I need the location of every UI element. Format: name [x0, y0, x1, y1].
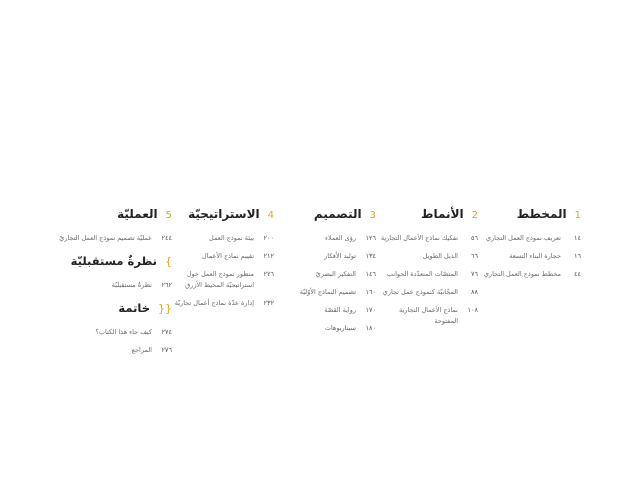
page-number: ١٠٨ — [467, 306, 478, 314]
chapter-patterns — [378, 207, 478, 334]
chapter-title: المخطط — [516, 207, 567, 221]
entry-title: التفكير البصريّ — [315, 270, 356, 278]
page-number: ٢٧٤ — [161, 328, 172, 336]
conclusion-symbol: {{ — [158, 302, 172, 315]
entry-title: إدارة عدّة نماذج أعمال تجاريّة — [174, 299, 254, 307]
page-number: ٢٦٢ — [161, 281, 172, 289]
entry-title: منظور نموذج العمل حول استراتيجيّة المحيط الأزرق — [185, 270, 254, 289]
chapter-process — [54, 207, 172, 363]
entry-title: تعريف نموذج العمل التجاري — [485, 234, 561, 242]
conclusion-heading — [54, 301, 172, 315]
page-number: ١٣٤ — [365, 252, 376, 260]
toc-entry[interactable] — [172, 233, 274, 244]
toc-entry[interactable] — [172, 269, 274, 291]
chapter-number: 1 — [574, 210, 581, 221]
entry-title: الذيل الطويل — [422, 252, 458, 260]
chapter-canvas — [481, 207, 581, 287]
outlook-symbol: } — [165, 255, 172, 268]
toc-entry[interactable] — [276, 251, 376, 262]
toc-entry[interactable] — [276, 233, 376, 244]
entry-title: سيناريوهات — [324, 324, 356, 332]
toc-entry[interactable] — [54, 345, 172, 356]
toc-entry[interactable] — [378, 287, 478, 298]
chapter-number: 2 — [471, 210, 478, 221]
chapter-heading — [54, 207, 172, 221]
entry-title: حجارة البناء التسعة — [509, 252, 561, 260]
entry-title: المنصّات المتعدّدة الجوانب — [386, 270, 458, 278]
toc-entry[interactable] — [54, 233, 172, 244]
page-number: ٢٣٢ — [263, 299, 274, 307]
chapter-heading — [378, 207, 478, 221]
page-number: ٢٠٠ — [263, 234, 274, 242]
chapter-number: 5 — [165, 210, 172, 221]
page-number: ٢٤٤ — [161, 234, 172, 242]
chapter-title: الاستراتيجيّة — [188, 207, 260, 221]
toc-entry[interactable] — [172, 298, 274, 309]
toc-entry[interactable] — [481, 233, 581, 244]
entry-title: المراجع — [131, 346, 152, 354]
toc-entry[interactable] — [172, 251, 274, 262]
entry-title: رؤى العملاء — [324, 234, 356, 242]
toc-entry[interactable] — [378, 251, 478, 262]
page-number: ١٢٦ — [365, 234, 376, 242]
toc-entry[interactable] — [276, 287, 376, 298]
entry-title: بيئة نموذج العمل — [209, 234, 254, 242]
page-number: ٧٦ — [471, 270, 478, 278]
toc-entry[interactable] — [481, 269, 581, 280]
chapter-design — [276, 207, 376, 341]
outlook-heading — [54, 254, 172, 268]
chapter-title: العمليّة — [117, 207, 158, 221]
conclusion-title: خاتمة — [118, 301, 150, 315]
entry-title: المجّانيّة كنموذج عمل تجاري — [382, 288, 458, 296]
entry-title: عمليّة تصميم نموذج العمل التجاريّ — [59, 234, 152, 242]
page-number: ٢٧٦ — [161, 346, 172, 354]
toc-entry[interactable] — [54, 280, 172, 291]
page-number: ٢٢٦ — [263, 270, 274, 278]
chapter-title: التصميم — [313, 207, 362, 221]
page-number: ٢١٢ — [263, 252, 274, 260]
page-number: ٨٨ — [471, 288, 478, 296]
toc-entry[interactable] — [54, 327, 172, 338]
toc-entry[interactable] — [481, 251, 581, 262]
page-number: ١٦ — [574, 252, 581, 260]
toc-entry[interactable] — [378, 269, 478, 280]
entry-title: تفكيك نماذج الأعمال التجارية — [380, 234, 458, 242]
page-number: ٦٦ — [471, 252, 478, 260]
page-number: ٥٦ — [471, 234, 478, 242]
chapter-heading — [481, 207, 581, 221]
page-number: ١٤ — [574, 234, 581, 242]
chapter-strategy — [172, 207, 274, 316]
chapter-heading — [276, 207, 376, 221]
entry-title: توليد الأفكار — [324, 252, 356, 260]
entry-title: رواية القصّة — [324, 306, 356, 314]
toc-entry[interactable] — [378, 305, 478, 327]
page-number: ٤٤ — [574, 270, 581, 278]
entry-title: نماذج الأعمال التجارية المفتوحة — [399, 306, 458, 325]
chapter-number: 3 — [369, 210, 376, 221]
entry-title: مخطط نموذج العمل التجاري — [483, 270, 561, 278]
entry-title: تصميم النماذج الأوّليّة — [299, 288, 356, 296]
toc-entry[interactable] — [276, 269, 376, 280]
entry-title: كيف جاء هذا الكتاب؟ — [95, 328, 152, 336]
entry-title: تقييم نماذج الأعمال — [202, 252, 254, 260]
chapter-title: الأنماط — [421, 207, 464, 221]
page-number: ١٤٦ — [365, 270, 376, 278]
chapter-heading — [172, 207, 274, 221]
chapter-number: 4 — [267, 210, 274, 221]
toc-entry[interactable] — [378, 233, 478, 244]
page-number: ١٧٠ — [365, 306, 376, 314]
entry-title: نظرةٌ مستقبليّة — [111, 281, 152, 289]
page-number: ١٦٠ — [365, 288, 376, 296]
outlook-title: نظرةٌ مستقبليّة — [70, 254, 157, 268]
toc-entry[interactable] — [276, 323, 376, 334]
page-number: ١٨٠ — [365, 324, 376, 332]
toc-entry[interactable] — [276, 305, 376, 316]
